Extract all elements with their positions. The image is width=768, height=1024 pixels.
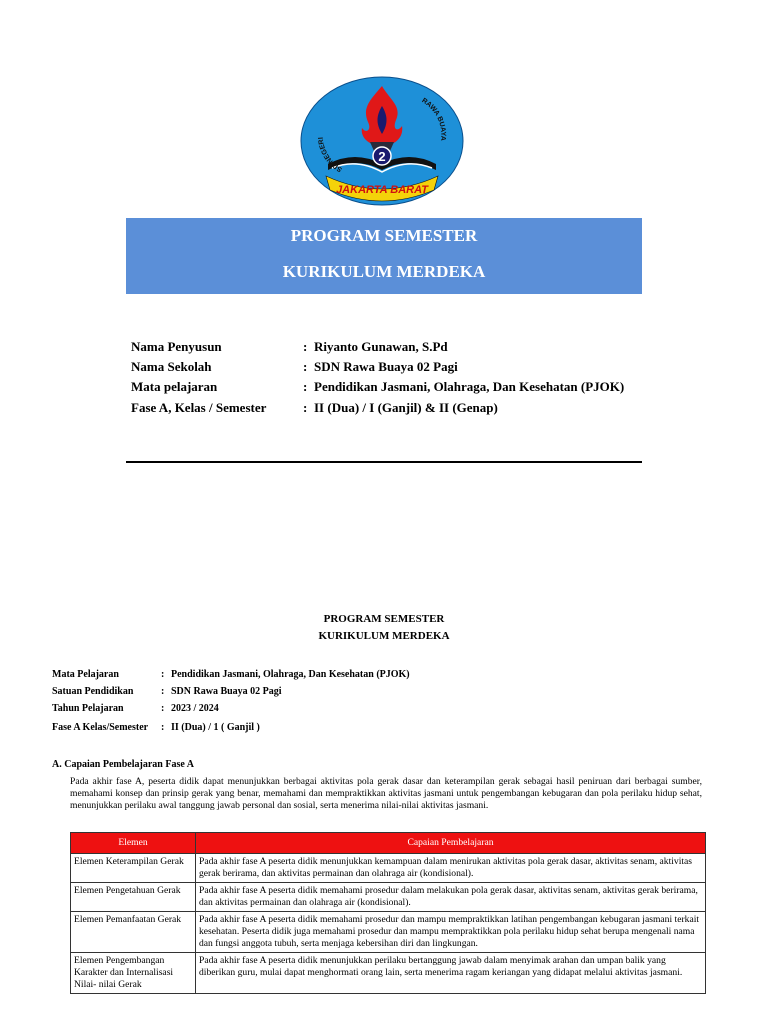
section-paragraph: Pada akhir fase A, peserta didik dapat menunjukkan berbagai aktivitas pola gerak dasar dan keterampilan gerak sebagai hasil peniruan dari berbagai sumber, memahami konsep dan prinsip gerak yang benar, memahami dan mempraktikkan aktivitas jasmani untuk pengembangan kebugaran dan pola perilaku hidup sehat, menunjukkan perilaku awal tanggung jawab personal dan sosial, serta menerima nilai-nilai aktivitas jasmani. — [70, 776, 702, 811]
elemen-cell: Elemen Pemanfaatan Gerak — [71, 912, 196, 953]
separator-colon: : — [303, 379, 308, 394]
separator-colon: : — [161, 686, 165, 697]
info-value: SDN Rawa Buaya 02 Pagi — [171, 686, 282, 697]
cover-info-label: Mata pelajaran — [131, 379, 218, 394]
table-row — [71, 912, 706, 953]
info-label: Mata Pelajaran — [52, 669, 119, 680]
table-row — [71, 953, 706, 994]
info-label: Tahun Pelajaran — [52, 703, 124, 714]
elemen-cell: Elemen Pengetahuan Gerak — [71, 883, 196, 912]
cover-info-value: Pendidikan Jasmani, Olahraga, Dan Kesehatan (PJOK) — [314, 379, 625, 394]
info-value: Pendidikan Jasmani, Olahraga, Dan Kesehatan (PJOK) — [171, 669, 410, 680]
separator-colon: : — [161, 669, 165, 680]
logo-number: 2 — [378, 149, 386, 164]
separator-colon: : — [303, 339, 308, 354]
info-value: II (Dua) / 1 ( Ganjil ) — [171, 722, 260, 733]
capaian-cell: Pada akhir fase A peserta didik menunjukkan kemampuan dalam menirukan aktivitas pola gerak dasar, aktivitas senam, aktivitas gerak berirama, dan aktivitas permainan dan olahraga air (kondisional). — [196, 854, 706, 883]
page-subtitle: KURIKULUM MERDEKA — [318, 630, 450, 642]
elemen-cell: Elemen Keterampilan Gerak — [71, 854, 196, 883]
cover-info-value: Riyanto Gunawan, S.Pd — [314, 339, 448, 354]
column-header-capaian: Capaian Pembelajaran — [196, 833, 706, 854]
separator-colon: : — [161, 722, 165, 733]
title-banner — [126, 218, 642, 294]
logo-ribbon-text: JAKARTA BARAT — [336, 184, 428, 196]
banner-subtitle: KURIKULUM MERDEKA — [282, 262, 486, 281]
banner-title: PROGRAM SEMESTER — [290, 226, 478, 245]
elemen-cell: Elemen Pengembangan Karakter dan Internalisasi Nilai- nilai Gerak — [71, 953, 196, 994]
logo-text-right: RAWA BUAYA — [420, 97, 447, 142]
table-header-row — [71, 833, 706, 854]
divider-line — [126, 461, 642, 463]
cover-info-label: Fase A, Kelas / Semester — [131, 400, 267, 415]
info-label: Fase A Kelas/Semester — [52, 722, 149, 733]
info-label: Satuan Pendidikan — [52, 686, 134, 697]
capaian-cell: Pada akhir fase A peserta didik menunjukkan perilaku bertanggung jawab dalam menyimak arahan dan umpan balik yang diberikan guru, mulai dapat menghormati orang lain, serta menerima ragam keriangan yang didapat melalui aktivitas jasmani. — [196, 953, 706, 994]
logo-text-left: SD NEGERI — [317, 136, 344, 173]
table-row — [71, 883, 706, 912]
separator-colon: : — [303, 359, 308, 374]
cover-info-value: SDN Rawa Buaya 02 Pagi — [314, 359, 458, 374]
section-heading: A. Capaian Pembelajaran Fase A — [52, 759, 194, 770]
cover-info-label: Nama Penyusun — [131, 339, 222, 354]
separator-colon: : — [303, 400, 308, 415]
page-title: PROGRAM SEMESTER — [323, 613, 445, 625]
column-header-elemen: Elemen — [71, 833, 196, 854]
separator-colon: : — [161, 703, 165, 714]
school-emblem-icon — [300, 76, 464, 206]
cover-info-label: Nama Sekolah — [131, 359, 212, 374]
table-row — [71, 854, 706, 883]
capaian-cell: Pada akhir fase A peserta didik memahami prosedur dalam melakukan pola gerak dasar, aktivitas senam, aktivitas gerak berirama, dan aktivitas permainan dan olahraga air (kondisional). — [196, 883, 706, 912]
info-value: 2023 / 2024 — [171, 703, 219, 714]
capaian-table — [70, 832, 706, 994]
capaian-cell: Pada akhir fase A peserta didik memahami prosedur dan mampu mempraktikkan latihan pengembangan kebugaran jasmani terkait kesehatan. Peserta didik juga memahami prosedur dan mampu mempraktikkan pola perilaku hidup sehat berupa mengenali nama dan fungsi anggota tubuh, serta menjaga kebersihan diri dan lingkungan. — [196, 912, 706, 953]
cover-info-value: II (Dua) / I (Ganjil) & II (Genap) — [314, 400, 498, 415]
